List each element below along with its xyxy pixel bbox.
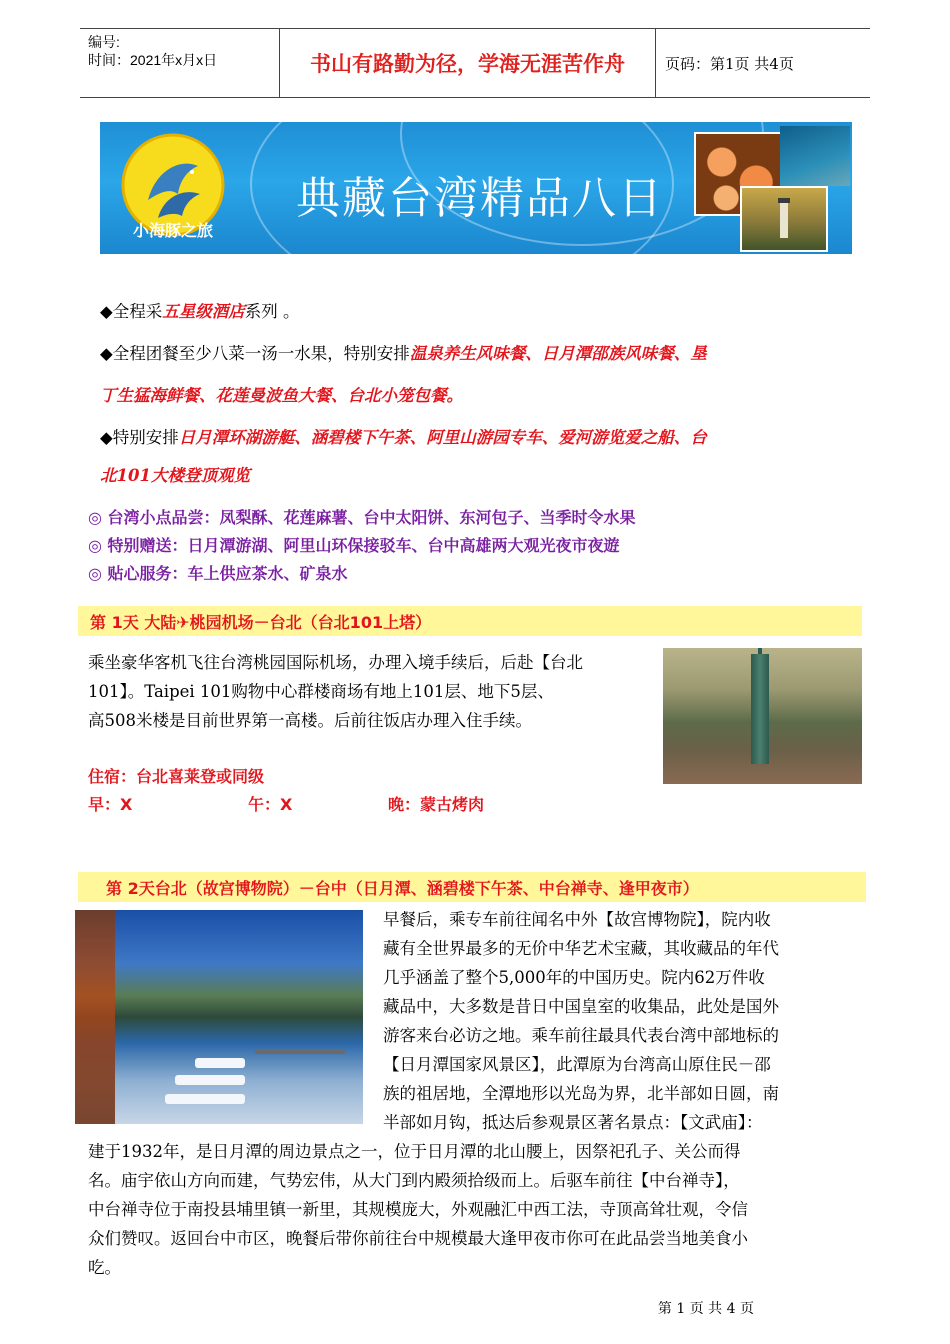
day2-line: 【日月潭国家风景区】，此潭原为台湾高山原住民－邵 (383, 1055, 771, 1074)
coast-photo (780, 126, 850, 186)
highlight-emph: 温泉养生风味餐、日月潭邵族风味餐、垦 (409, 344, 707, 363)
extra-service: ◎ 贴心服务：车上供应茶水、矿泉水 (88, 564, 348, 583)
day1-lodging: 住宿：台北喜莱登或同级 (88, 767, 265, 786)
highlight-meals (100, 340, 707, 364)
sun-moon-lake-photo (75, 910, 363, 1124)
taipei101-photo (663, 648, 862, 784)
extra-gifts: ◎ 特别赠送：日月潭游湖、阿里山环保接驳车、台中高雄两大观光夜市夜遊 (88, 536, 620, 555)
number-label: 编号: (88, 34, 120, 50)
highlight-special (100, 424, 707, 448)
tree-branches (75, 910, 115, 1124)
highlight-text: 系列 。 (244, 302, 300, 321)
header-info (80, 29, 280, 97)
day2-side-text (383, 905, 863, 1137)
boat (165, 1094, 245, 1104)
day2-line: 众们赞叹。返回台中市区，晚餐后带你前往台中规模最大逢甲夜市你可在此品尝当地美食小 (88, 1229, 748, 1248)
day1-breakfast: 早：X (88, 795, 133, 814)
page-footer: 第 1 页 共 4 页 (657, 1301, 754, 1317)
highlight-hotel (100, 298, 299, 322)
highlight-emph: 五星级酒店 (162, 302, 245, 321)
day2-full-text (88, 1137, 868, 1282)
day1-dinner: 晚：蒙古烤肉 (388, 795, 485, 814)
day2-line: 几乎涵盖了整个5,000年的中国历史。院内62万件收 (383, 968, 765, 987)
day2-title: 第 2天台北（故宫博物院）－台中（日月潭、涵碧楼下午茶、中台禅寺、逢甲夜市） (78, 872, 866, 902)
day2-line: 吃。 (88, 1258, 121, 1277)
pier (255, 1050, 345, 1054)
highlight-text: ◆全程团餐至少八菜一汤一水果，特别安排 (100, 344, 410, 363)
day2-line: 名。庙宇依山方向而建，气势宏伟，从大门到内殿须拾级而上。后驱车前往【中台禅寺】， (88, 1171, 740, 1190)
day2-line: 中台禅寺位于南投县埔里镇一新里，其规模庞大，外观融汇中西工法，寺顶高耸壮观，令信 (88, 1200, 748, 1219)
day1-description (88, 648, 668, 735)
lighthouse-icon (742, 188, 826, 250)
day2-line: 游客来台必访之地。乘车前往最具代表台湾中部地标的 (383, 1026, 779, 1045)
day2-line: 半部如月钩，抵达后参观景区著名景点：【文武庙】： (383, 1113, 763, 1132)
highlight-emph: 北101大楼登顶观览 (100, 466, 250, 485)
extra-snacks: ◎ 台湾小点品尝：凤梨酥、花莲麻薯、台中太阳饼、东河包子、当季时令水果 (88, 508, 636, 527)
banner-title: 典藏台湾精品八日 (296, 173, 664, 224)
day1-line: 高508米楼是目前世界第一高楼。后前往饭店办理入住手续。 (88, 711, 532, 730)
header-motto: 书山有路勤为径，学海无涯苦作舟 (280, 29, 656, 97)
highlight-emph: 丁生猛海鲜餐、花莲曼波鱼大餐、台北小笼包餐。 (100, 386, 463, 405)
day1-line: 101】。Taipei 101购物中心群楼商场有地上101层、地下5层、 (88, 682, 554, 701)
highlight-meals-cont (100, 382, 463, 406)
boat (195, 1058, 245, 1068)
day2-line: 建于1932年，是日月潭的周边景点之一，位于日月潭的北山腰上，因祭祀孔子、关公而得 (88, 1142, 741, 1161)
day2-line: 藏有全世界最多的无价中华艺术宝藏，其收藏品的年代 (383, 939, 779, 958)
page-header (80, 28, 870, 98)
highlight-special-cont (100, 462, 250, 486)
time-label: 时间：2021年x月x日 (88, 52, 218, 68)
day1-lunch: 午：X (248, 795, 293, 814)
day1-line: 乘坐豪华客机飞往台湾桃园国际机场，办理入境手续后，后赴【台北 (88, 653, 583, 672)
day2-line: 早餐后，乘专车前往闻名中外【故宫博物院】，院内收 (383, 910, 771, 929)
day2-line: 藏品中，大多数是昔日中国皇室的收集品，此处是国外 (383, 997, 779, 1016)
logo-text: 小海豚之旅 (132, 221, 213, 240)
highlight-emph: 日月潭环湖游艇、涵碧楼下午茶、阿里山游园专车、爱河游览爱之船、台 (178, 428, 707, 447)
header-page-info: 页码：第1页 共4页 (665, 54, 794, 73)
tour-banner (100, 122, 852, 254)
highlight-text: ◆全程采 (100, 302, 163, 321)
highlight-text: ◆特别安排 (100, 428, 179, 447)
day2-line: 族的祖居地，全潭地形以光岛为界，北半部如日圆，南 (383, 1084, 779, 1103)
boat (175, 1075, 245, 1085)
lighthouse-photo (740, 186, 828, 252)
day1-title: 第 1天 大陆✈桃园机场－台北（台北101上塔） (78, 606, 862, 636)
taipei101-tower (751, 654, 769, 764)
